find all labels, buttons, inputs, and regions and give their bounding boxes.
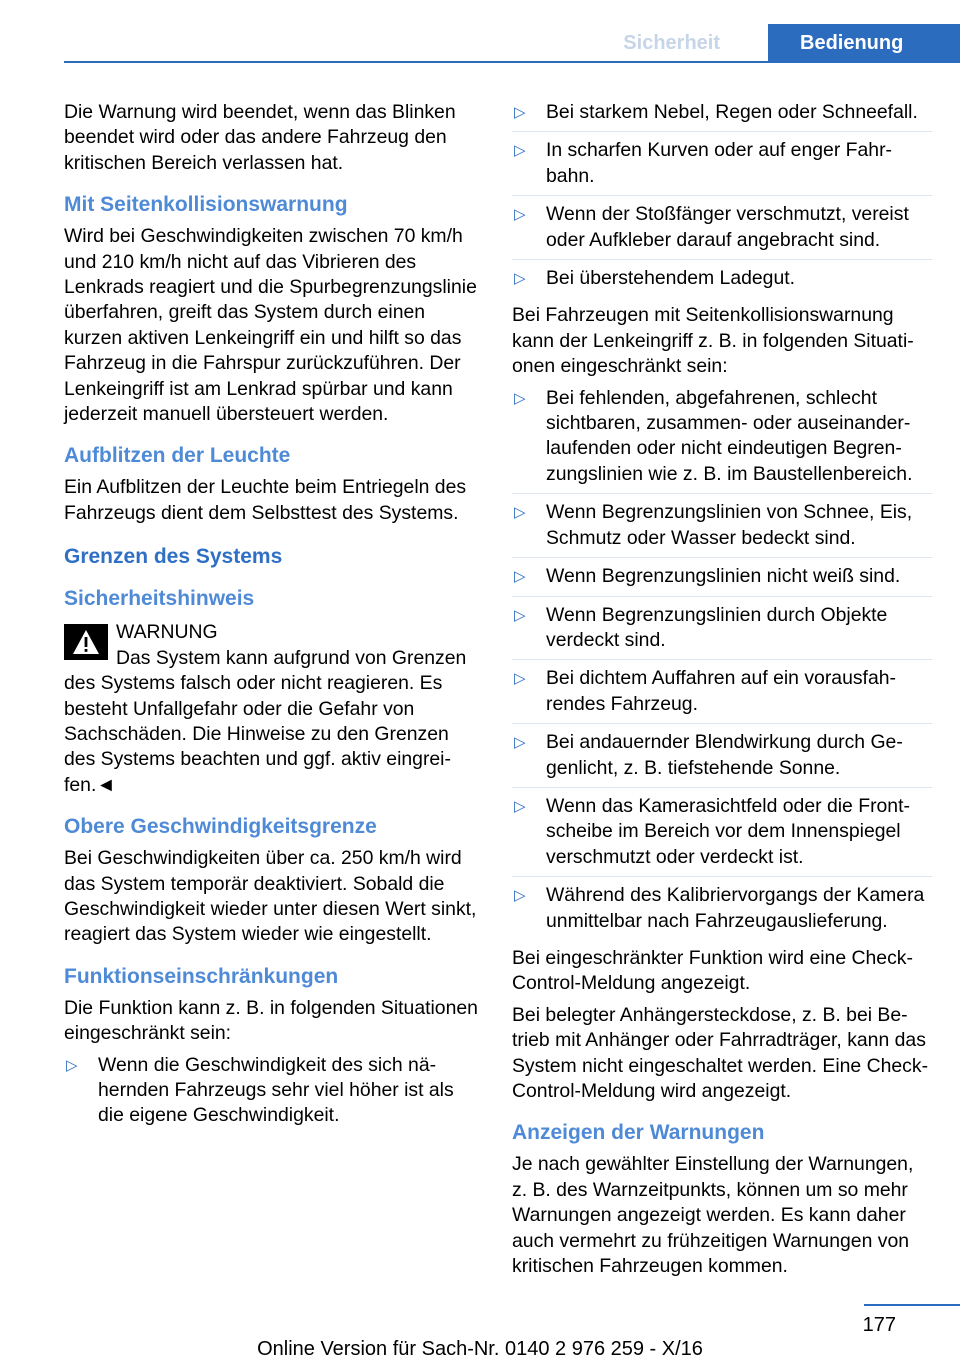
warning-box — [64, 620, 478, 671]
heading-grenzen: Grenzen des Systems — [64, 545, 283, 569]
list-item: ▷ Bei starkem Nebel, Regen oder Schneefall. — [512, 100, 932, 132]
triangle-bullet-icon: ▷ — [514, 887, 526, 905]
heading-funktionseinschraenkungen: Funktionseinschränkungen — [64, 964, 339, 988]
left-bullet-list — [64, 1053, 478, 1135]
triangle-bullet-icon: ▷ — [514, 389, 526, 407]
right-column — [512, 100, 932, 1285]
intro-paragraph: Die Warnung wird beendet, wenn das Blinken beendet wird oder das andere Fahrzeug den kritischen Bereich verlassen hat. — [64, 101, 456, 174]
header-rule — [64, 61, 960, 63]
paragraph-seitenkollision: Wird bei Geschwindigkeiten zwischen 70 km/h und 210 km/h nicht auf das Vibrieren des Lenkrads reagiert und die Spurbegrenzungslinie überfahren, greift das System durch einen kurzen aktiven Lenkeingriff ein und hilft so das Fahrzeug in die Fahrspur zurückzuführen. Der Lenkeingriff ist am Lenkrad spürbar und kann jederzeit manuell übersteuert werden. — [64, 225, 477, 426]
footer-rule — [864, 1304, 960, 1306]
list-item: ▷ In scharfen Kurven oder auf enger Fahrbahn. — [512, 138, 932, 196]
page-header — [0, 0, 960, 62]
list-item: ▷ Bei fehlenden, abgefahrenen, schlecht sichtbaren, zusammen- oder auseinanderlaufenden oder nicht eindeutigen Begrenzungslinien wie z. B. im Baustellenbereich. — [512, 386, 932, 495]
triangle-bullet-icon: ▷ — [514, 206, 526, 224]
online-version-note: Online Version für Sach-Nr. 0140 2 976 259 - X/16 — [257, 1338, 703, 1360]
heading-seitenkollision: Mit Seitenkollisionswarnung — [64, 193, 348, 217]
list-item: ▷ Wenn die Geschwindigkeit des sich nähernden Fahrzeugs sehr viel höher ist als die eigene Geschwindigkeit. — [66, 1053, 454, 1127]
warning-triangle-icon — [64, 624, 108, 660]
paragraph-obere-grenze: Bei Geschwindigkeiten über ca. 250 km/h wird das System temporär deaktiviert. Sobald die Geschwindigkeit wieder unter diesen Wert sinkt, reagiert das System wieder wie eingestellt. — [64, 847, 477, 946]
triangle-bullet-icon: ▷ — [66, 1056, 78, 1074]
warning-first-line: Das System kann aufgrund von Grenzen — [116, 646, 467, 669]
paragraph-anzeigen: Je nach gewählter Einstellung der Warnungen, z. B. des Warnzeitpunkts, können um so mehr Warnungen angezeigt werden. Es kann daher auch vermehrt zu frühzeitigen Warnungen von kritischen Fahrzeugen kommen. — [512, 1153, 914, 1278]
heading-obere-grenze: Obere Geschwindigkeitsgrenze — [64, 815, 377, 839]
left-column — [64, 100, 478, 1141]
heading-aufblitzen: Aufblitzen der Leuchte — [64, 444, 291, 468]
page-number: 177 — [862, 1314, 896, 1336]
paragraph-seitenkollision-grenzen: Bei Fahrzeugen mit Seitenkollisionswarnung kann der Lenkeingriff z. B. in folgenden Situationen eingeschränkt sein: — [512, 304, 914, 378]
heading-anzeigen: Anzeigen der Warnungen — [512, 1121, 765, 1145]
list-item: ▷ Wenn Begrenzungslinien durch Objekte verdeckt sind. — [512, 603, 932, 661]
triangle-bullet-icon: ▷ — [514, 670, 526, 688]
triangle-bullet-icon: ▷ — [514, 606, 526, 624]
list-item: ▷ Wenn das Kamerasichtfeld oder die Frontscheibe im Bereich vor dem Innenspiegel verschmutzt oder verdeckt ist. — [512, 794, 932, 877]
paragraph-funktionseinschraenkungen: Die Funktion kann z. B. in folgenden Situationen eingeschränkt sein: — [64, 996, 478, 1045]
triangle-bullet-icon: ▷ — [514, 270, 526, 288]
right-bullet-list-2 — [512, 386, 932, 940]
paragraph-check-control: Bei eingeschränkter Funktion wird eine Check-Control-Meldung angezeigt. — [512, 946, 913, 995]
list-item: ▷ Wenn der Stoßfänger verschmutzt, vereist oder Aufkleber darauf angebracht sind. — [512, 202, 932, 260]
triangle-bullet-icon: ▷ — [514, 104, 526, 121]
heading-sicherheitshinweis: Sicherheitshinweis — [64, 587, 255, 611]
warning-text: des Systems falsch oder nicht reagieren. Es besteht Unfallgefahr oder die Gefahr von Sachschäden. Die Hinweise zu den Grenzen des Systems beachten und ggf. aktiv eingreifen.◄ — [64, 672, 451, 796]
list-item: ▷ Während des Kalibriervorgangs der Kamera unmittelbar nach Fahrzeugauslieferung. — [514, 884, 925, 932]
warning-label: WARNUNG — [116, 621, 218, 644]
list-item: ▷ Wenn Begrenzungslinien nicht weiß sind. — [512, 564, 932, 596]
header-section-tab[interactable]: Sicherheit — [623, 32, 720, 54]
triangle-bullet-icon: ▷ — [514, 568, 526, 586]
header-chapter-tab[interactable]: Bedienung — [768, 24, 960, 62]
list-item: ▷ Bei überstehendem Ladegut. — [512, 266, 932, 297]
triangle-bullet-icon: ▷ — [514, 504, 526, 522]
paragraph-anhaenger: Bei belegter Anhängersteckdose, z. B. bei Betrieb mit Anhänger oder Fahrradträger, kann das System nicht eingeschaltet werden. Eine Check-Control-Meldung wird angezeigt. — [512, 1003, 929, 1102]
list-item: ▷ Bei dichtem Auffahren auf ein vorausfahrendes Fahrzeug. — [512, 666, 932, 724]
paragraph-aufblitzen: Ein Aufblitzen der Leuchte beim Entriegeln des Fahrzeugs dient dem Selbsttest des Systems. — [64, 476, 467, 524]
triangle-bullet-icon: ▷ — [514, 797, 526, 815]
list-item: ▷ Wenn Begrenzungslinien von Schnee, Eis, Schmutz oder Wasser bedeckt sind. — [512, 500, 932, 558]
list-item: ▷ Bei andauernder Blendwirkung durch Gegenlicht, z. B. tiefstehende Sonne. — [512, 730, 932, 788]
triangle-bullet-icon: ▷ — [514, 734, 526, 752]
right-bullet-list-1 — [512, 100, 932, 297]
triangle-bullet-icon: ▷ — [514, 142, 526, 160]
